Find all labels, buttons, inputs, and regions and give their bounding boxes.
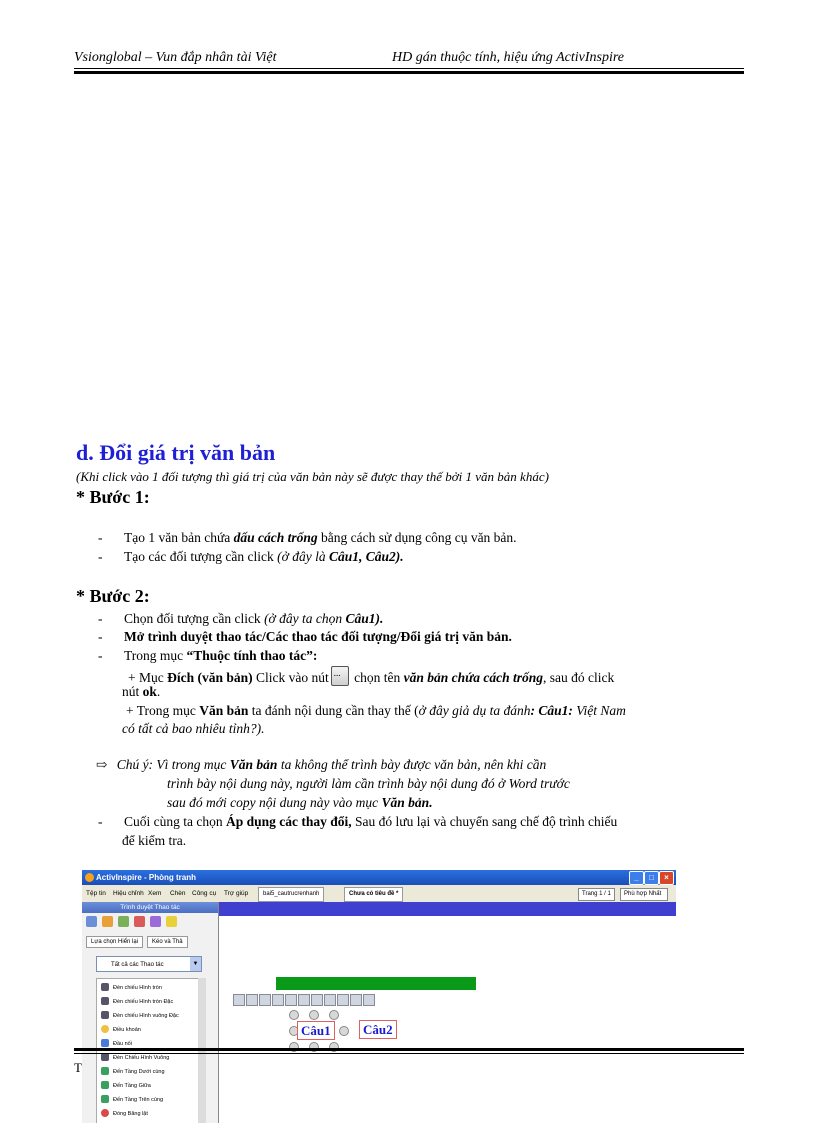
footer-text: T <box>74 1060 82 1075</box>
notes-tool-icon[interactable] <box>134 916 145 927</box>
header-rule-thick <box>74 71 744 74</box>
list-item[interactable]: Đến Tầng Trên cùng <box>101 1095 163 1103</box>
window-title: ActivInspire - Phòng tranh <box>96 873 197 882</box>
object-edit-toolbar <box>233 994 376 1006</box>
list-item[interactable]: Đến Tầng Dưới cùng <box>101 1067 165 1075</box>
menu-insert[interactable]: Chèn <box>170 890 186 897</box>
list-item[interactable]: Điều khoản <box>101 1025 141 1033</box>
zoom-select[interactable]: Phù hợp Nhất <box>620 888 668 901</box>
list-item[interactable]: Đến Tầng Giữa <box>101 1081 151 1089</box>
step1-title: * Bước 1: <box>76 487 150 507</box>
tab-drag-drop[interactable]: Kéo và Thả <box>147 936 188 948</box>
minimize-icon[interactable]: _ <box>629 871 644 885</box>
cau1-object[interactable]: Câu1 <box>297 1021 335 1040</box>
list-item[interactable]: Đầu nối <box>101 1039 132 1047</box>
close-icon[interactable]: × <box>659 871 674 885</box>
note-line-3: sau đó mới copy nội dung này vào mục Văn bản. <box>167 795 433 810</box>
cau2-object[interactable]: Câu2 <box>359 1020 397 1039</box>
page-indicator: Trang 1 / 1 <box>578 888 615 901</box>
arrow-icon: ⇨ <box>96 757 108 772</box>
resource-tool-icon[interactable] <box>118 916 129 927</box>
tab-document-1[interactable]: bai5_cautrucrenhanh <box>258 887 324 902</box>
arrange-icon[interactable] <box>311 994 323 1006</box>
app-logo-icon <box>85 873 94 882</box>
final-item-cont: để kiểm tra. <box>122 833 187 848</box>
empty-text-box[interactable] <box>276 977 476 990</box>
flipchart-canvas[interactable] <box>219 902 676 1123</box>
list-item[interactable]: Đèn chiếu Hình tròn <box>101 983 162 991</box>
step2-sub1b: nút ok. <box>122 684 161 699</box>
list-item[interactable]: Đèn Chiếu Hình Vuông <box>101 1053 169 1061</box>
footer-rule-thick <box>74 1048 744 1051</box>
layer-icon[interactable] <box>298 994 310 1006</box>
copy-icon[interactable] <box>259 994 271 1006</box>
list-item[interactable]: Đèn chiếu Hình tròn Đặc <box>101 997 173 1005</box>
color-icon[interactable] <box>272 994 284 1006</box>
action-tool-icon[interactable] <box>166 916 177 927</box>
image-icon[interactable] <box>324 994 336 1006</box>
group-icon[interactable] <box>350 994 362 1006</box>
resize-handle[interactable] <box>289 1010 299 1020</box>
section-title: d. Đổi giá trị văn bản <box>76 440 276 465</box>
header-left: Vsionglobal – Vun đắp nhân tài Việt <box>74 50 277 65</box>
star-icon[interactable] <box>337 994 349 1006</box>
action-filter-select[interactable]: Tất cả các Thao tác ▼ <box>96 956 202 972</box>
list-item[interactable]: Đóng Băng lật <box>101 1109 148 1117</box>
header-rule-thin <box>74 68 744 69</box>
maximize-icon[interactable]: □ <box>644 871 659 885</box>
menu-bar <box>82 885 676 903</box>
window-titlebar <box>82 870 676 885</box>
menu-view[interactable]: Xem <box>148 890 162 897</box>
browse-button-icon <box>331 666 349 686</box>
tab-select[interactable]: Lựa chọn Hiển lại <box>86 936 143 948</box>
resize-handle[interactable] <box>309 1010 319 1020</box>
step2-sub2: + Trong mục Văn bản ta đánh nội dung cần thay thế (ở đây giả dụ ta đánh: Câu1: Việt Nam <box>126 703 626 718</box>
page-tool-icon[interactable] <box>102 916 113 927</box>
lock-icon[interactable] <box>285 994 297 1006</box>
list-item[interactable]: Đèn chiếu Hình vuông Đặc <box>101 1011 179 1019</box>
menu-tools[interactable]: Công cụ <box>192 890 217 897</box>
step2-sub2b: có tất cả bao nhiêu tỉnh?). <box>122 721 265 736</box>
footer-rule-thin <box>74 1053 744 1054</box>
canvas-top-band <box>219 902 676 916</box>
browser-tool-icon[interactable] <box>86 916 97 927</box>
panel-title: Trình duyệt Thao tác <box>82 902 218 913</box>
more-icon[interactable] <box>363 994 375 1006</box>
edit-icon[interactable] <box>246 994 258 1006</box>
activinspire-screenshot <box>82 870 676 1123</box>
tab-document-2[interactable]: Chưa có tiêu đề * <box>344 887 403 902</box>
step2-title: * Bước 2: <box>76 586 150 606</box>
menu-edit[interactable]: Hiệu chỉnh <box>113 890 144 897</box>
resize-handle[interactable] <box>329 1010 339 1020</box>
menu-file[interactable]: Tệp tin <box>86 890 106 897</box>
note-line-2: trình bày nội dung này, người làm cần trình bày nội dung đó ở Word trước <box>167 776 570 791</box>
menu-help[interactable]: Trợ giúp <box>224 890 249 897</box>
chevron-down-icon[interactable]: ▼ <box>190 957 201 971</box>
step2-sub1: + Mục Đích (văn bản) Click vào nút... chọn tên văn bản chứa cách trống, sau đó click <box>128 666 614 686</box>
resize-handle[interactable] <box>339 1026 349 1036</box>
panel-toolbar <box>86 916 180 930</box>
panel-tabs <box>86 936 190 948</box>
note-line-1: ⇨ Chú ý: Vì trong mục Văn bản ta không thể trình bày được văn bản, nên khi cần <box>96 757 547 772</box>
section-subtitle: (Khi click vào 1 đối tượng thì giá trị của văn bản này sẽ được thay thế bởi 1 văn bản khác) <box>76 469 549 484</box>
action-browser-panel <box>82 902 219 1123</box>
header-right: HD gán thuộc tính, hiệu ứng ActivInspire <box>392 50 624 65</box>
property-tool-icon[interactable] <box>150 916 161 927</box>
delete-icon[interactable] <box>233 994 245 1006</box>
